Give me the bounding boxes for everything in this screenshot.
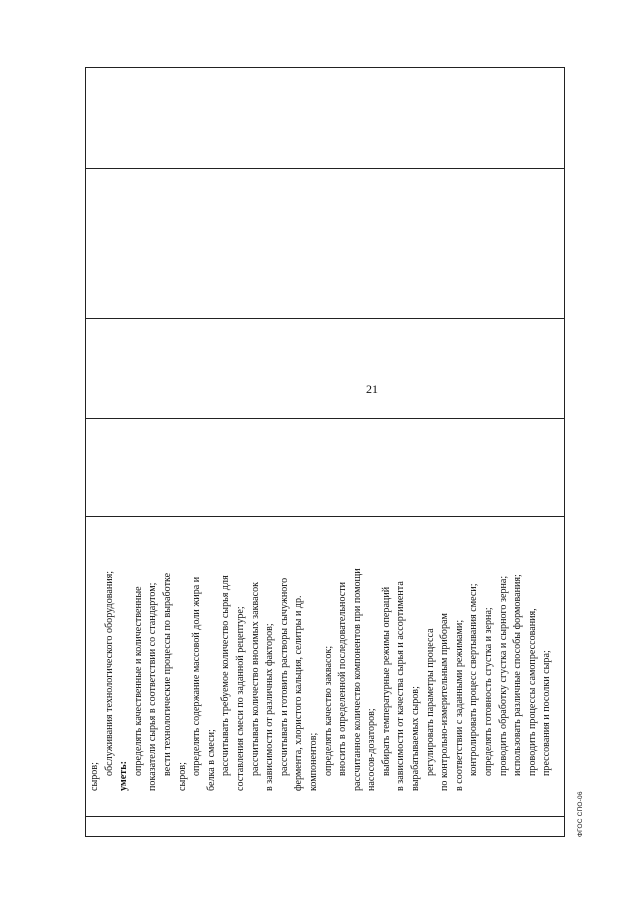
- text-line: контролировать процесс свертывания смеси;: [468, 583, 480, 776]
- text-line: уметь:: [118, 761, 130, 791]
- text-line: компонентов;: [307, 732, 319, 791]
- text-line: рассчитанное количество компонентов при помощи: [351, 568, 363, 791]
- table-column-competency-codes: [86, 66, 564, 168]
- skills-text: [88, 499, 555, 791]
- competency-table: [85, 67, 565, 837]
- text-line: использовать различные способы формования;: [512, 574, 524, 776]
- text-line: прессования и посолки сыра;: [541, 650, 553, 776]
- text-line: показатели сырья в соответствии со стандартом;: [147, 582, 159, 791]
- text-line: по контрольно-измерительным приборам: [439, 613, 451, 791]
- text-line: составления смеси по заданной рецептуре;: [234, 606, 246, 791]
- page-number: 21: [366, 382, 378, 396]
- text-line: белка в смеси;: [205, 729, 217, 791]
- text-line: вырабатываемых сыров;: [410, 686, 422, 791]
- text-line: фермента, хлористого кальция, селитры и др.: [293, 595, 305, 791]
- text-line: в соответствии с заданными режимами;: [453, 619, 465, 791]
- text-line: сыров;: [89, 762, 100, 791]
- text-line: насосов-дозаторов;: [366, 708, 378, 791]
- table-column-hours-required: [86, 318, 564, 418]
- text-line: сыров;: [176, 762, 188, 791]
- text-line: в зависимости от различных факторов;: [264, 623, 276, 791]
- text-line: рассчитывать и готовить растворы сычужного: [278, 577, 290, 776]
- table-column-hours-max: [86, 418, 564, 516]
- text-line: определять готовность сгустка и зерна;: [483, 607, 495, 776]
- table-column-skills: [86, 516, 564, 816]
- text-line: рассчитывать количество вносимых заквасок: [249, 581, 261, 776]
- text-line: обслуживания технологического оборудования;: [103, 570, 115, 776]
- table-column-discipline: [86, 168, 564, 318]
- text-line: проводить обработку сгустка и сырного зерна;: [497, 575, 509, 776]
- text-line: в зависимости от качества сырья и ассортимента: [395, 581, 407, 791]
- text-line: рассчитывать требуемое количество сырья для: [220, 575, 232, 776]
- text-line: вести технологические процессы по выработке: [161, 572, 173, 776]
- table-column-index: [86, 816, 564, 836]
- text-line: определять содержание массовой доли жира и: [191, 576, 203, 776]
- rotated-page-content: [85, 67, 584, 837]
- text-line: проводить процессы самопрессования,: [526, 608, 538, 776]
- text-line: регулировать параметры процесса: [424, 628, 436, 776]
- text-line: вносить в определенной последовательности: [337, 581, 349, 776]
- text-line: выбирать температурные режимы операций: [380, 586, 392, 776]
- text-line: определять качественные и количественные: [132, 586, 144, 776]
- footer-mark: ФГОС СПО-06: [577, 791, 584, 837]
- text-line: определять качество заквасок;: [322, 645, 334, 776]
